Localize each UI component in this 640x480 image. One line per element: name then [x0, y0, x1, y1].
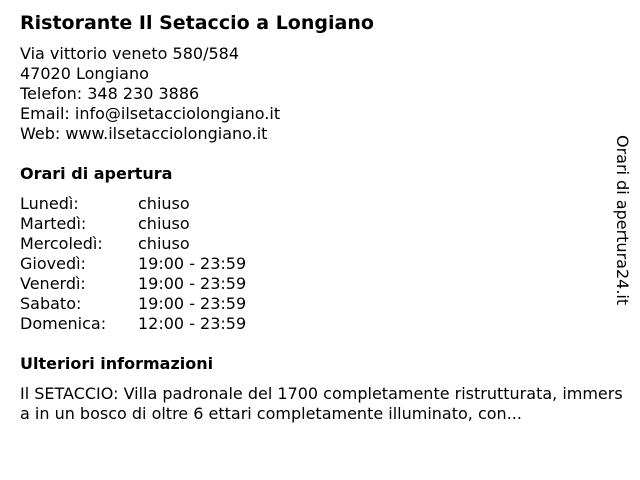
hours-day: Giovedì:	[20, 254, 86, 273]
hours-row-monday	[20, 194, 610, 214]
address-line-2: 47020 Longiano	[20, 64, 149, 83]
hours-time: chiuso	[138, 214, 190, 233]
hours-day: Domenica:	[20, 314, 107, 333]
hours-day: Venerdì:	[20, 274, 86, 293]
hours-row-sunday	[20, 314, 610, 334]
hours-day: Mercoledì:	[20, 234, 103, 253]
email-line: Email: info@ilsetacciolongiano.it	[20, 104, 281, 123]
address-line-1: Via vittorio veneto 580/584	[20, 44, 239, 63]
info-description: Il SETACCIO: Villa padronale del 1700 completamente ristrutturata, immersa in un bosco di oltre 6 ettari completamente illuminato, con...	[20, 384, 623, 423]
hours-time: 19:00 - 23:59	[138, 254, 247, 273]
hours-day: Sabato:	[20, 294, 82, 313]
hours-time: 19:00 - 23:59	[138, 294, 247, 313]
phone-line: Telefon: 348 230 3886	[20, 84, 200, 103]
hours-row-friday	[20, 274, 610, 294]
hours-time: chiuso	[138, 194, 190, 213]
hours-table	[20, 194, 610, 334]
hours-time: 19:00 - 23:59	[138, 274, 247, 293]
info-heading: Ulteriori informazioni	[20, 354, 214, 373]
hours-time: chiuso	[138, 234, 190, 253]
hours-day: Martedì:	[20, 214, 87, 233]
hours-row-tuesday	[20, 214, 610, 234]
web-line: Web: www.ilsetacciolongiano.it	[20, 124, 268, 143]
hours-time: 12:00 - 23:59	[138, 314, 247, 333]
hours-heading: Orari di apertura	[20, 164, 173, 183]
restaurant-title: Ristorante Il Setaccio a Longiano	[20, 12, 374, 34]
site-watermark: Orari di apertura24.it	[613, 135, 632, 306]
hours-day: Lunedì:	[20, 194, 79, 213]
hours-row-thursday	[20, 254, 610, 274]
hours-row-wednesday	[20, 234, 610, 254]
hours-row-saturday	[20, 294, 610, 314]
